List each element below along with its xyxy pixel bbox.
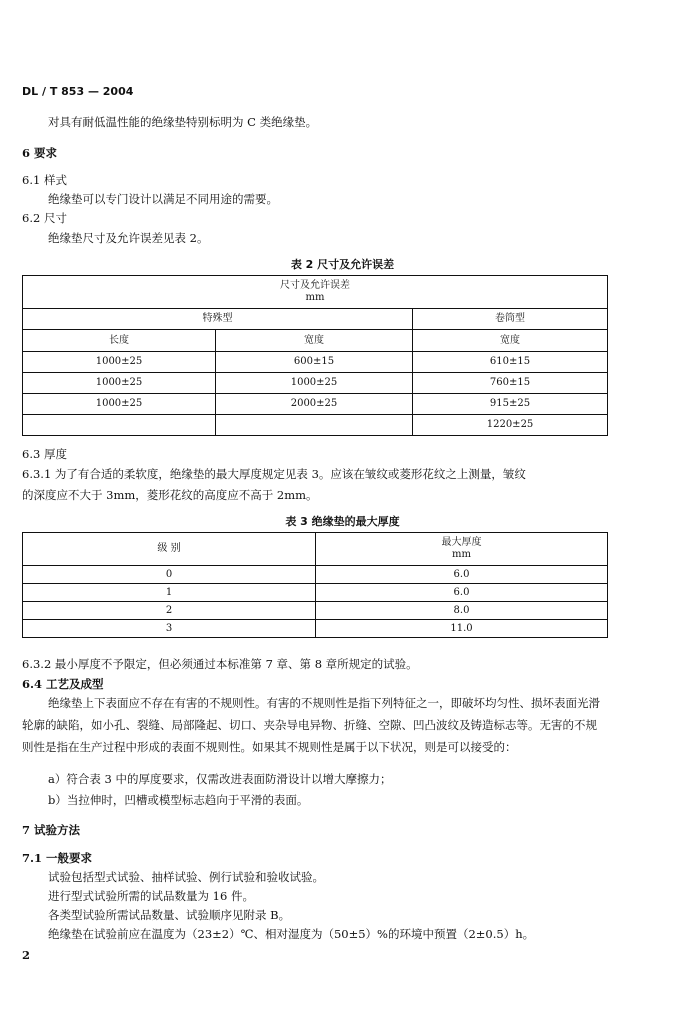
section-6-4-paragraph: 绝缘垫上下表面应不存在有害的不规则性。有害的不规则性是指下列特征之一，即破坏均匀性、损坏表面光滑轮廓的缺陷，如小孔、裂缝、局部隆起、切口、夹杂导电异物、折缝、空隙、凹凸波纹及铸造标志等。无害的不规则性是指在生产过程中形成的表面不规则性。如果其不规则性是属于以下状况，则是可以接受的：: [22, 696, 600, 754]
table-cell: 2: [23, 602, 316, 620]
table-cell: 610±15: [413, 352, 608, 373]
table-2-col-width: 宽度: [216, 330, 413, 352]
table-cell: 1000±25: [216, 373, 413, 394]
section-6-3-2-text: 6.3.2 最小厚度不予限定，但必须通过本标准第 7 章、第 8 章所规定的试验。: [22, 657, 418, 671]
table-3-col-max: [316, 533, 608, 566]
table-3-col-grade: 级 别: [23, 533, 316, 566]
table-cell: [216, 415, 413, 436]
table-row: [23, 620, 608, 638]
table-cell: 1000±25: [23, 352, 216, 373]
table-cell: 1000±25: [23, 394, 216, 415]
table-cell: [23, 415, 216, 436]
table-2-header-unit: mm: [305, 292, 325, 303]
section-6-4-item-b: b）当拉伸时，凹槽或模型标志趋向于平滑的表面。: [48, 793, 309, 807]
table-cell: 2000±25: [216, 394, 413, 415]
section-6-3-1-line2: 的深度应不大于 3mm，菱形花纹的高度应不高于 2mm。: [22, 488, 318, 502]
section-7-1-line4: 绝缘垫在试验前应在温度为（23±2）℃、相对湿度为（50±5）%的环境中预置（2±0.5）h。: [48, 927, 535, 941]
table-cell: 6.0: [316, 566, 608, 584]
table-2-col-roll-width: 宽度: [413, 330, 608, 352]
table-2-group-roll: 卷筒型: [413, 309, 608, 330]
table-2-title: 表 2 尺寸及允许误差: [290, 258, 395, 271]
table-2-group-special: 特殊型: [23, 309, 413, 330]
section-6-heading: 6 要求: [22, 146, 58, 160]
section-6-2-heading: 6.2 尺寸: [22, 211, 67, 225]
table-cell: 11.0: [316, 620, 608, 638]
table-cell: 0: [23, 566, 316, 584]
section-6-1-text: 绝缘垫可以专门设计以满足不同用途的需要。: [48, 192, 278, 206]
table-2: [22, 275, 608, 436]
table-2-header-main: 尺寸及允许误差: [280, 280, 351, 291]
section-7-1-line1: 试验包括型式试验、抽样试验、例行试验和验收试验。: [48, 870, 324, 884]
section-7-heading: 7 试验方法: [22, 823, 81, 837]
table-row: [23, 373, 608, 394]
table-cell: 760±15: [413, 373, 608, 394]
standard-code: DL / T 853 — 2004: [22, 85, 134, 98]
section-6-4-item-a: a）符合表 3 中的厚度要求，仅需改进表面防滑设计以增大摩擦力；: [48, 772, 392, 786]
section-7-1-line3: 各类型试验所需试品数量、试验顺序见附录 B。: [48, 908, 291, 922]
table-cell: 1220±25: [413, 415, 608, 436]
page-number: 2: [22, 948, 31, 962]
table-row: [23, 352, 608, 373]
table-row: [23, 584, 608, 602]
section-7-1-line2: 进行型式试验所需的试品数量为 16 件。: [48, 889, 254, 903]
section-6-4-heading: 6.4 工艺及成型: [22, 677, 104, 691]
table-2-header: [23, 276, 608, 309]
section-6-3-heading: 6.3 厚度: [22, 447, 67, 461]
section-6-2-text: 绝缘垫尺寸及允许误差见表 2。: [48, 231, 209, 245]
table-cell: 3: [23, 620, 316, 638]
table-cell: 8.0: [316, 602, 608, 620]
section-7-1-heading: 7.1 一般要求: [22, 851, 93, 865]
table-3-col-max-main: 最大厚度: [441, 537, 482, 548]
table-row: [23, 394, 608, 415]
table-3-title: 表 3 绝缘垫的最大厚度: [285, 515, 400, 528]
section-6-1-heading: 6.1 样式: [22, 173, 67, 187]
table-row: [23, 566, 608, 584]
table-row: [23, 602, 608, 620]
table-cell: 1000±25: [23, 373, 216, 394]
table-cell: 915±25: [413, 394, 608, 415]
intro-line: 对具有耐低温性能的绝缘垫特别标明为 C 类绝缘垫。: [48, 115, 318, 129]
table-3-col-max-unit: mm: [452, 549, 471, 560]
section-6-3-1-line1: 6.3.1 为了有合适的柔软度，绝缘垫的最大厚度规定见表 3。应该在皱纹或菱形花纹之上测量，皱纹: [22, 467, 526, 481]
table-row: [23, 415, 608, 436]
table-cell: 600±15: [216, 352, 413, 373]
table-cell: 6.0: [316, 584, 608, 602]
table-3: [22, 532, 608, 638]
table-2-col-length: 长度: [23, 330, 216, 352]
table-cell: 1: [23, 584, 316, 602]
